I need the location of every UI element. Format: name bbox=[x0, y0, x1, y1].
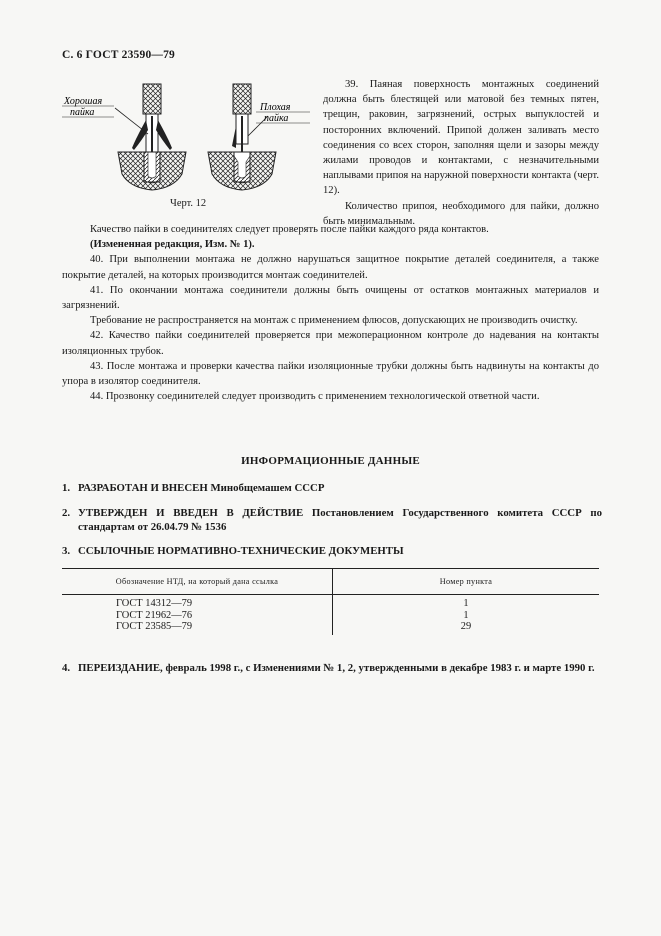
info-item-2-text: УТВЕРЖДЕН И ВВЕДЕН В ДЕЙСТВИЕ Постановлением Государственного комитета СССР по стандартам от 26.04.79 № 1536 bbox=[78, 507, 602, 533]
figure-caption: Черт. 12 bbox=[170, 198, 207, 209]
paragraph-quality: Качество пайки в соединителях следует проверять после пайки каждого ряда контактов. bbox=[90, 224, 489, 235]
info-item-3-text: ССЫЛОЧНЫЕ НОРМАТИВНО-ТЕХНИЧЕСКИЕ ДОКУМЕНТЫ bbox=[78, 545, 404, 557]
table-header-doc: Обозначение НТД, на который дана ссылка bbox=[62, 569, 333, 594]
table-body bbox=[62, 595, 599, 635]
info-item-4-text: ПЕРЕИЗДАНИЕ, февраль 1998 г., с Изменениями № 1, 2, утвержденными в декабре 1983 г. и марте 1990 г. bbox=[78, 662, 595, 674]
info-item-2 bbox=[62, 506, 602, 534]
table-header-item: Номер пункта bbox=[439, 577, 493, 586]
info-item-4-num: 4. bbox=[62, 662, 71, 674]
soldering-diagram bbox=[58, 76, 316, 216]
paragraph-solder-amount: Количество припоя, необходимого для пайки, должно быть минимальным. bbox=[323, 200, 599, 227]
paragraph-41b: Требование не распространяется на монтаж с применением флюсов, допускающих не производить очистку. bbox=[90, 315, 578, 327]
info-item-1-text: РАЗРАБОТАН И ВНЕСЕН Минобщемашем СССР bbox=[78, 482, 325, 494]
info-item-2-num: 2. bbox=[62, 507, 71, 519]
paragraph-44: 44. Прозвонку соединителей следует производить с применением технологической ответной части. bbox=[90, 391, 540, 403]
info-item-3 bbox=[62, 544, 602, 558]
good-joint-drawing bbox=[115, 84, 186, 190]
paragraph-41: 41. По окончании монтажа соединители должны быть очищены от остатков монтажных материалов и загрязнений. bbox=[62, 284, 599, 312]
reference-table bbox=[62, 568, 599, 635]
paragraph-43: 43. После монтажа и проверки качества пайки изоляционные трубки должны быть надвинуты на контакты до упора в изолятор соединителя. bbox=[62, 360, 599, 388]
table-cell-doc: ГОСТ 14312—79 bbox=[116, 598, 193, 609]
label-good-2: пайка bbox=[70, 107, 95, 118]
label-bad-1: Плохая bbox=[260, 102, 291, 113]
table-header bbox=[62, 568, 599, 595]
table-cell-doc: ГОСТ 23585—79 bbox=[116, 621, 193, 632]
table-cell-item: 29 bbox=[460, 621, 472, 632]
paragraph-42: 42. Качество пайки соединителей проверяется при межоперационном контроле до надевания на контакты изоляционных трубок. bbox=[62, 330, 599, 357]
page-header: С. 6 ГОСТ 23590—79 bbox=[62, 49, 175, 61]
info-item-1 bbox=[62, 481, 602, 495]
table-cell-item: 1 bbox=[463, 609, 469, 621]
info-section-title: ИНФОРМАЦИОННЫЕ ДАННЫЕ bbox=[241, 455, 420, 467]
amended-note: (Измененная редакция, Изм. № 1). bbox=[90, 239, 255, 251]
paragraph-40: 40. При выполнении монтажа не должно нарушаться защитное покрытие деталей соединителя, а также покрытие деталей, на которых производится монтаж соединителей. bbox=[62, 254, 599, 281]
right-column-text bbox=[323, 77, 599, 229]
table-cell-doc: ГОСТ 21962—76 bbox=[116, 609, 193, 621]
paragraph-39: 39. Паяная поверхность монтажных соединений должна быть блестящей или матовой без темных пятен, трещин, раковин, загрязнений, острых выпуклостей и посторонних включений. Припой должен заливать место соединения со всех сторон, заполняя щели и зазоры между жилами проводов и контактами, с незначительными наплывами припоя на наружной поверхности контакта (черт. 12). bbox=[323, 79, 599, 197]
figure-12 bbox=[58, 76, 316, 216]
body-text bbox=[62, 222, 599, 404]
label-good-1: Хорошая bbox=[64, 96, 103, 107]
bad-joint-drawing bbox=[208, 84, 276, 190]
table-cell-item: 1 bbox=[463, 598, 469, 609]
info-item-4 bbox=[62, 661, 602, 675]
label-bad-2: пайка bbox=[264, 113, 289, 124]
info-item-3-num: 3. bbox=[62, 545, 71, 557]
info-item-1-num: 1. bbox=[62, 482, 71, 494]
